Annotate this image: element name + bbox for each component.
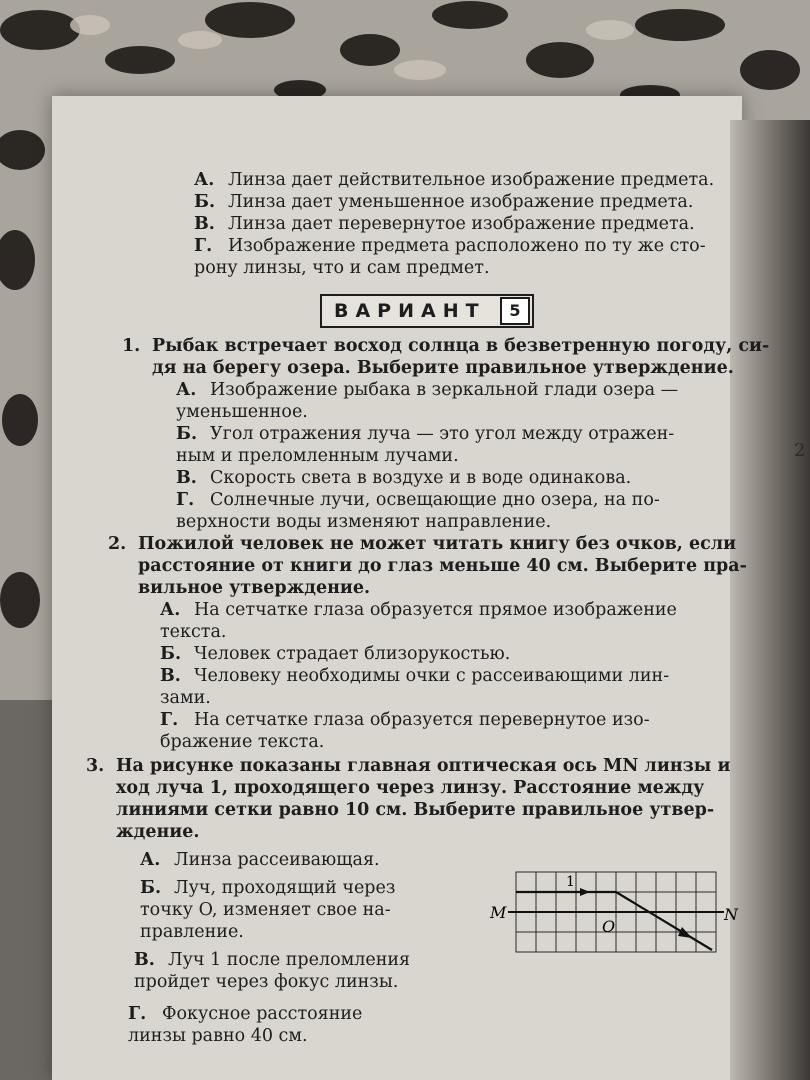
q3-option-v-cont: пройдет через фокус линзы.	[134, 972, 399, 992]
question-2-cont-1: расстояние от книги до глаз меньше 40 см. Выберите пра-	[138, 556, 747, 576]
q2-option-a-cont: текста.	[160, 622, 227, 642]
q2-option-g-cont: бражение текста.	[160, 732, 325, 752]
prev-option-a: А. Линза дает действительное изображение предмета.	[194, 170, 715, 190]
question-2-cont-2: вильное утверждение.	[138, 578, 371, 598]
q3-option-b-cont-1: точку O, изменяет свое на-	[140, 900, 391, 920]
variant-header	[320, 294, 534, 328]
question-2: 2. Пожилой человек не может читать книгу без очков, если	[108, 534, 737, 554]
variant-number: 5	[500, 297, 530, 325]
label-o: O	[602, 917, 616, 936]
question-1-cont: дя на берегу озера. Выберите правильное утверждение.	[152, 358, 734, 378]
q3-option-a: А. Линза рассеивающая.	[140, 850, 380, 870]
q1-option-b: Б. Угол отражения луча — это угол между отражен-	[176, 424, 675, 444]
q1-option-a-cont: уменьшенное.	[176, 402, 308, 422]
prev-option-g-cont: рону линзы, что и сам предмет.	[194, 258, 490, 278]
question-3-cont-3: ждение.	[116, 822, 200, 842]
q2-option-a: А. На сетчатке глаза образуется прямое изображение	[160, 600, 677, 620]
q3-option-g: Г. Фокусное расстояние	[128, 1004, 363, 1024]
variant-label: ВАРИАНТ	[334, 300, 486, 322]
q1-option-v: В. Скорость света в воздухе и в воде одинакова.	[176, 468, 632, 488]
label-n: N	[724, 905, 738, 924]
q3-option-b: Б. Луч, проходящий через	[140, 878, 396, 898]
q2-option-v-cont: зами.	[160, 688, 211, 708]
label-m: M	[490, 903, 507, 922]
q3-option-b-cont-2: правление.	[140, 922, 244, 942]
q1-option-g-cont: верхности воды изменяют направление.	[176, 512, 552, 532]
ray-arrow-1	[580, 888, 590, 896]
q3-option-v: В. Луч 1 после преломления	[134, 950, 411, 970]
question-1: 1. Рыбак встречает восход солнца в безветренную погоду, си-	[122, 336, 770, 356]
prev-option-g: Г. Изображение предмета расположено по ту же сто-	[194, 236, 706, 256]
ray-label: 1	[566, 874, 575, 890]
q1-option-b-cont: ным и преломленным лучами.	[176, 446, 459, 466]
lens-ray-diagram	[486, 866, 746, 966]
q2-option-b: Б. Человек страдает близорукостью.	[160, 644, 511, 664]
q1-option-g: Г. Солнечные лучи, освещающие дно озера, на по-	[176, 490, 660, 510]
q3-option-g-cont: линзы равно 40 см.	[128, 1026, 308, 1046]
question-3-cont-1: ход луча 1, проходящего через линзу. Расстояние между	[116, 778, 705, 798]
question-3-cont-2: линиями сетки равно 10 см. Выберите правильное утвер-	[116, 800, 715, 820]
prev-option-v: В. Линза дает перевернутое изображение предмета.	[194, 214, 695, 234]
q1-option-a: А. Изображение рыбака в зеркальной глади озера —	[176, 380, 679, 400]
next-page-number: 2	[794, 440, 806, 461]
question-3: 3. На рисунке показаны главная оптическая ось MN линзы и	[86, 756, 731, 776]
q2-option-g: Г. На сетчатке глаза образуется перевернутое изо-	[160, 710, 650, 730]
prev-option-b: Б. Линза дает уменьшенное изображение предмета.	[194, 192, 694, 212]
q2-option-v: В. Человеку необходимы очки с рассеивающими лин-	[160, 666, 670, 686]
